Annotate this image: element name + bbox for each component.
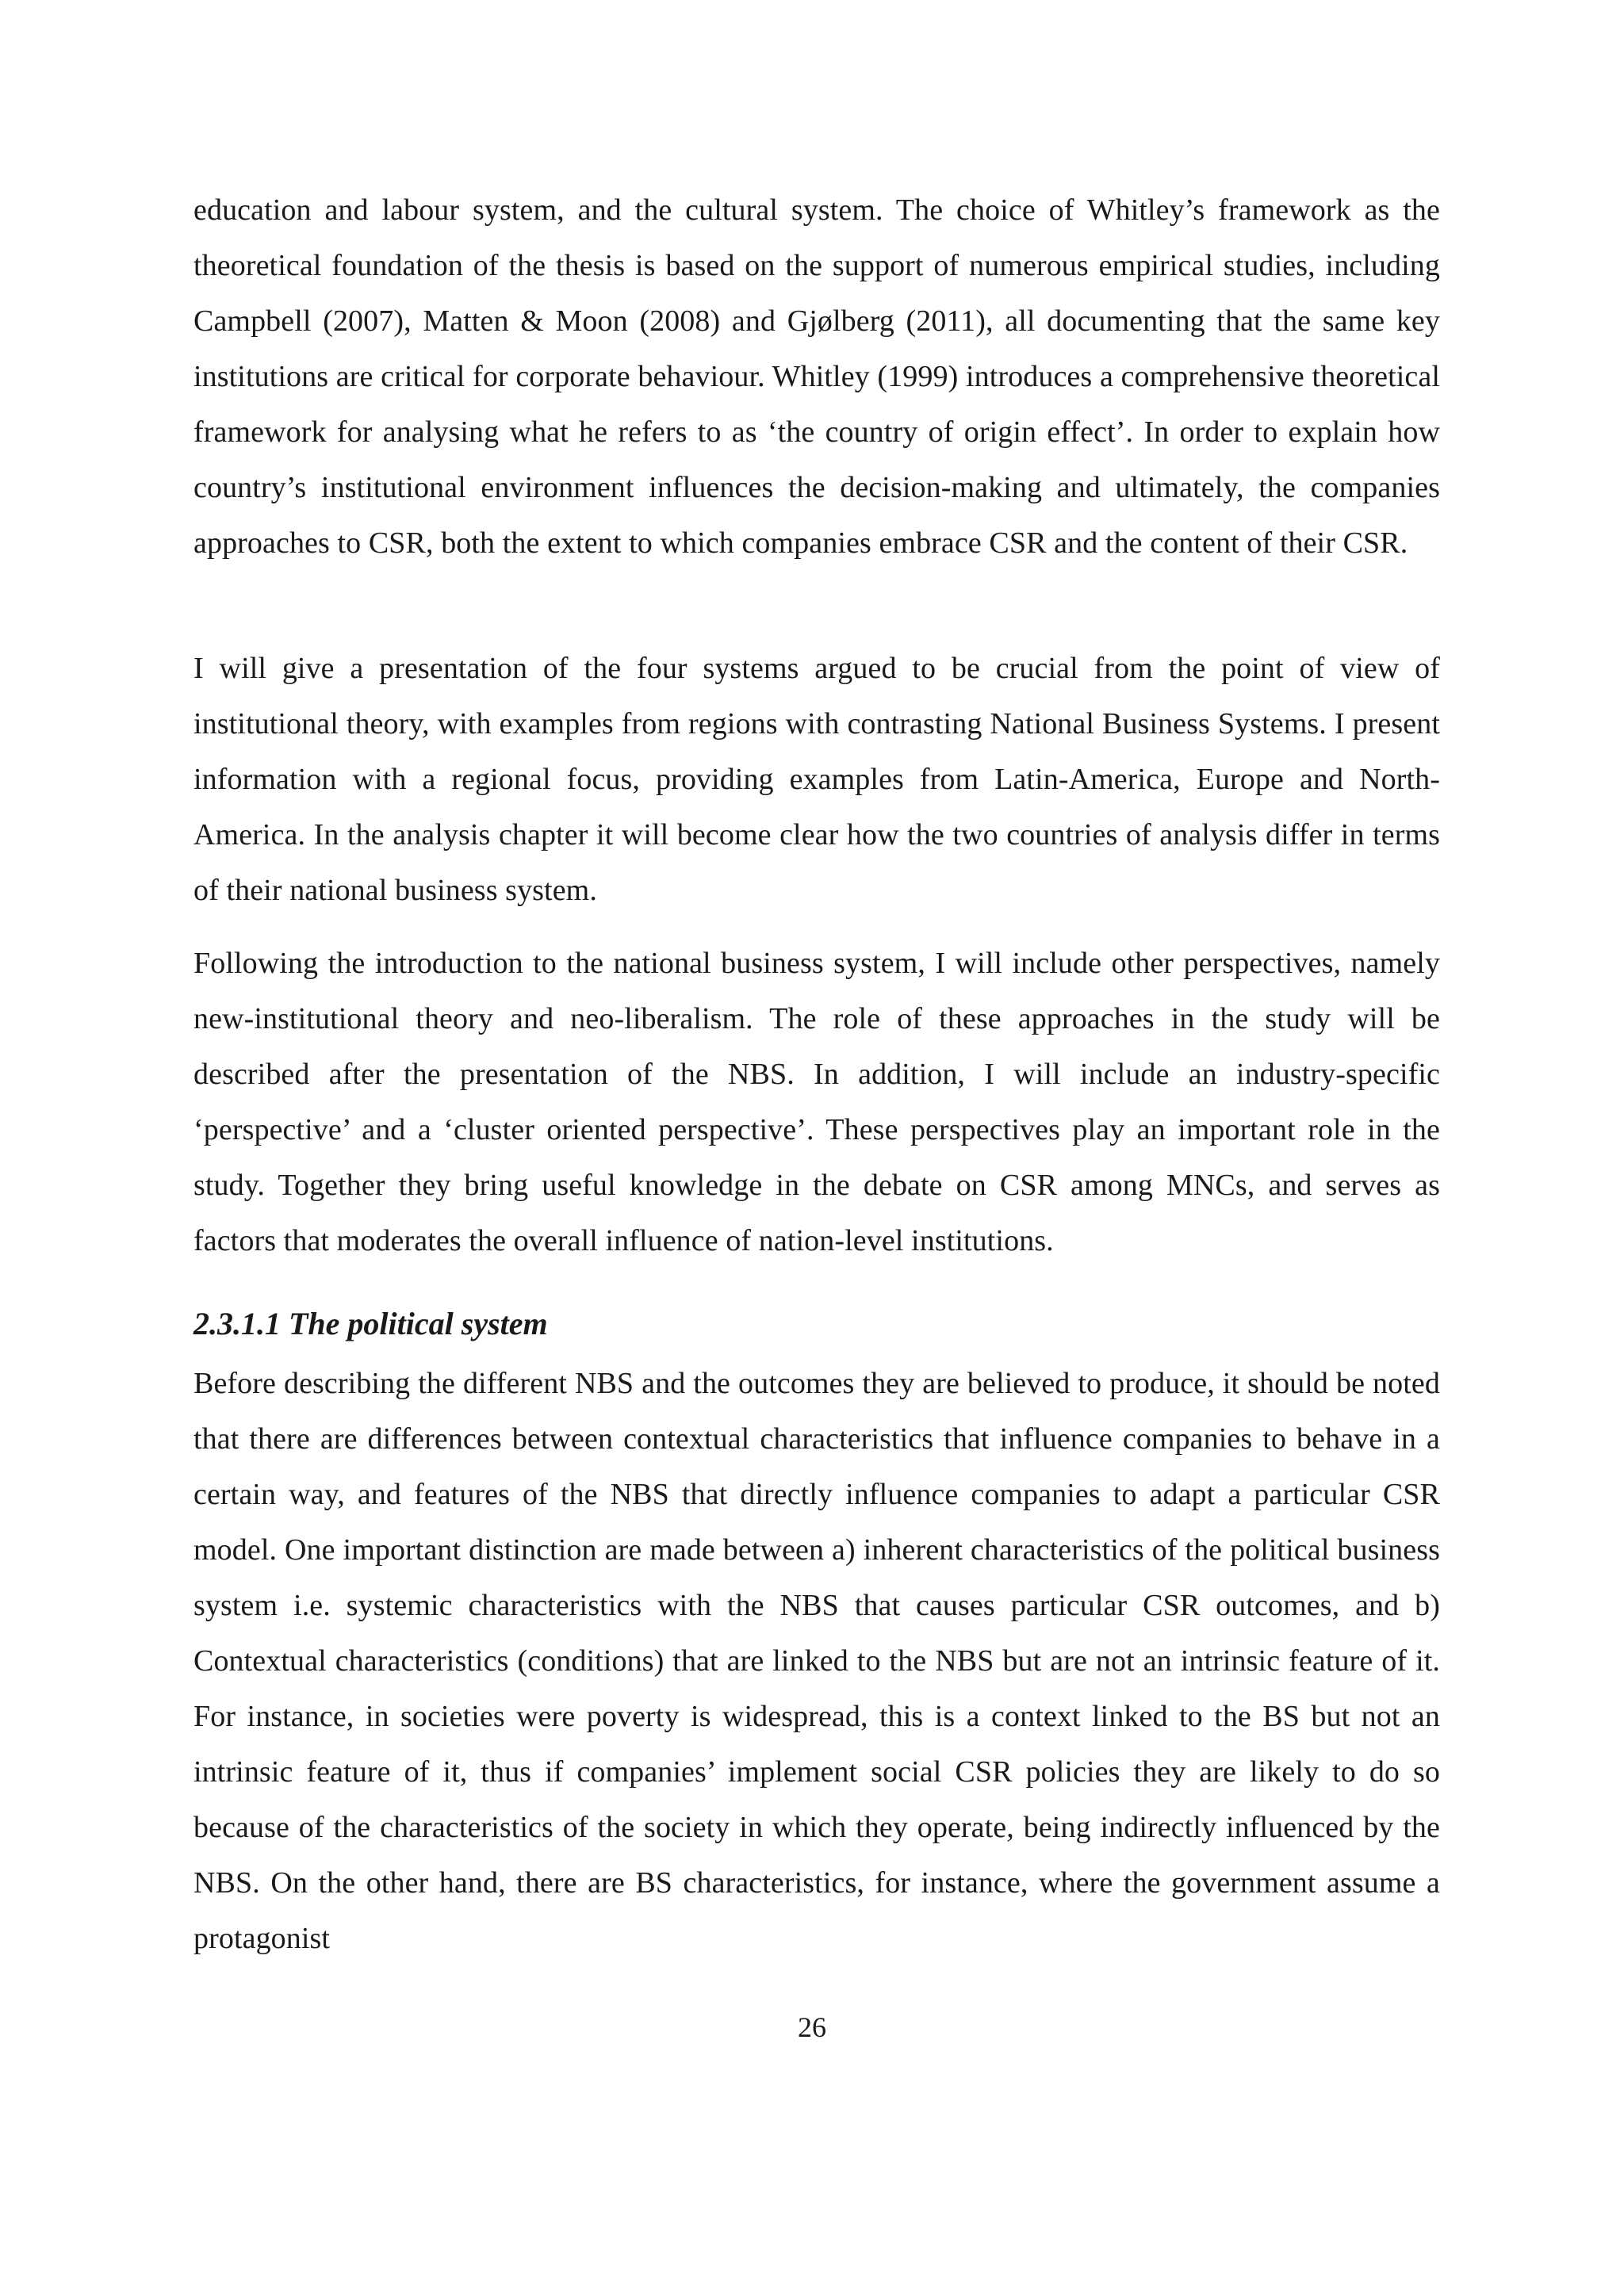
paragraph-text: Before describing the different NBS and the outcomes they are believed to produce, it should be noted that there are differences between contextual characteristics that influence companies to behave in a certain way, and features of the NBS that directly influence companies to adapt a particular CSR model. One important distinction are made between a) inherent characteristics of the political business system i.e. systemic characteristics with the NBS that causes particular CSR outcomes, and b) Contextual characteristics (conditions) that are linked to the NBS but are not an intrinsic feature of it. For instance, in societies were poverty is widespread, this is a context linked to the BS but not an intrinsic feature of it, thus if companies’ implement social CSR policies they are likely to do so because of the characteristics of the society in which they operate, being indirectly influenced by the NBS. On the other hand, there are BS characteristics, for instance, where the government assume a protagonist	[193, 1367, 1440, 1955]
body-paragraph	[193, 936, 1440, 1269]
body-paragraph	[193, 182, 1440, 571]
paragraph-text: I will give a presentation of the four systems argued to be crucial from the point of view of institutional theory, with examples from regions with contrasting National Business Systems. I present information with a regional focus, providing examples from Latin-America, Europe and North-America. In the analysis chapter it will become clear how the two countries of analysis differ in terms of their national business system.	[193, 652, 1440, 907]
page-number: 26	[798, 2011, 826, 2043]
paragraph-text: education and labour system, and the cultural system. The choice of Whitley’s framework as the theoretical foundation of the thesis is based on the support of numerous empirical studies, including Campbell (2007), Matten & Moon (2008) and Gjølberg (2011), all documenting that the same key institutions are critical for corporate behaviour. Whitley (1999) introduces a comprehensive theoretical framework for analysing what he refers to as ‘the country of origin effect’. In order to explain how country’s institutional environment influences the decision-making and ultimately, the companies approaches to CSR, both the extent to which companies embrace CSR and the content of their CSR.	[193, 193, 1440, 560]
paragraph-text: Following the introduction to the national business system, I will include other perspectives, namely new-institutional theory and neo-liberalism. The role of these approaches in the study will be described after the presentation of the NBS. In addition, I will include an industry-specific ‘perspective’ and a ‘cluster oriented perspective’. These perspectives play an important role in the study. Together they bring useful knowledge in the debate on CSR among MNCs, and serves as factors that moderates the overall influence of nation-level institutions.	[193, 947, 1440, 1257]
section-heading: 2.3.1.1 The political system	[193, 1306, 548, 1341]
section-paragraph	[193, 1356, 1440, 1966]
body-paragraph	[193, 641, 1440, 918]
